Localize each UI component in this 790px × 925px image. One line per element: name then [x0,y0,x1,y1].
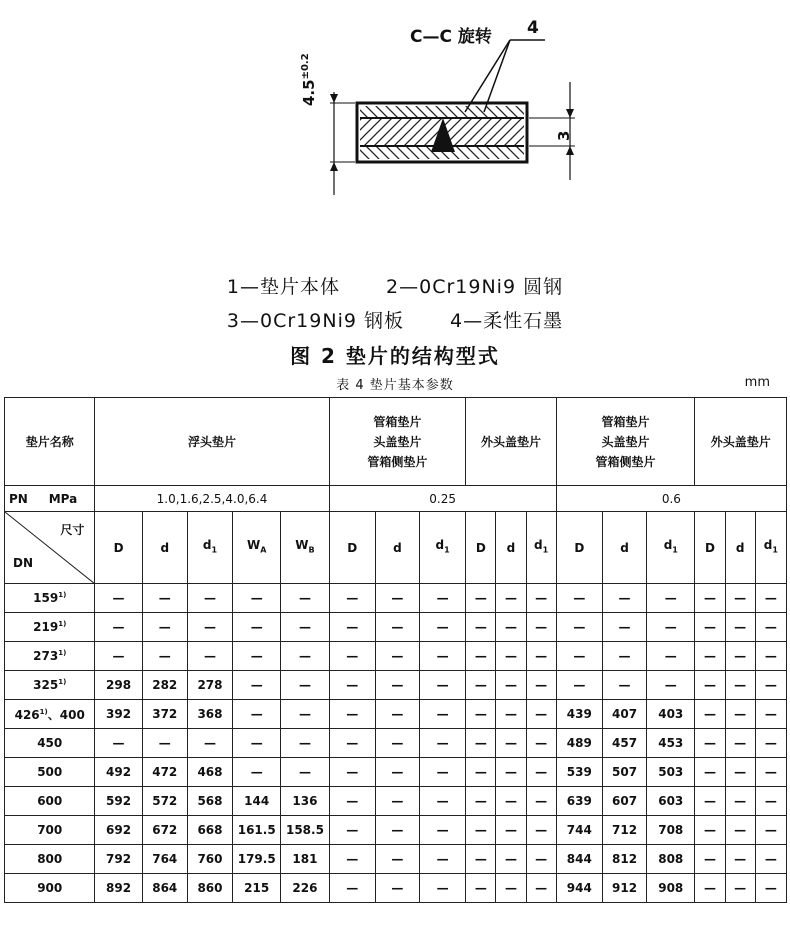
value-cell: — [725,787,755,816]
table-row [5,845,787,874]
value-cell: — [695,584,725,613]
value-cell: — [420,700,466,729]
value-cell: — [556,642,602,671]
value-cell: 215 [233,874,281,903]
dn-cell: 273$^{1)}$ [5,642,95,671]
value-cell: 282 [142,671,187,700]
value-cell: 639 [556,787,602,816]
value-cell: — [496,642,526,671]
value-cell: — [375,874,419,903]
value-cell: — [755,874,786,903]
value-cell: — [375,816,419,845]
value-cell: — [142,584,187,613]
value-cell: — [375,671,419,700]
value-cell: 181 [281,845,329,874]
value-cell: — [142,613,187,642]
value-cell: — [695,787,725,816]
col-header: d [602,512,646,584]
value-cell: — [329,671,375,700]
value-cell: — [375,584,419,613]
value-cell: — [329,613,375,642]
value-cell: — [329,758,375,787]
dn-cell: 219$^{1)}$ [5,613,95,642]
table-row [5,613,787,642]
value-cell: — [725,845,755,874]
col-header: D [466,512,496,584]
value-cell: — [602,671,646,700]
value-cell: — [233,758,281,787]
value-cell: — [187,729,232,758]
value-cell: — [496,787,526,816]
figure-caption: 图 2 垫片的结构型式 [290,344,500,368]
value-cell: — [602,584,646,613]
value-cell: — [329,874,375,903]
value-cell: — [95,584,142,613]
legend-item: 1—垫片本体 [226,276,341,298]
table-body [5,584,787,903]
value-cell: 944 [556,874,602,903]
value-cell: — [602,613,646,642]
value-cell: 844 [556,845,602,874]
value-cell: — [496,729,526,758]
value-cell: — [233,584,281,613]
table-caption: 表 4 垫片基本参数 [336,378,454,393]
legend-item: 2—0Cr19Ni9 圆钢 [386,276,564,298]
value-cell: 457 [602,729,646,758]
value-cell: 158.5 [281,816,329,845]
group-header: 浮头垫片 [95,398,329,486]
value-cell: — [695,613,725,642]
value-cell: 708 [647,816,695,845]
value-cell: 472 [142,758,187,787]
dn-cell: 900 [5,874,95,903]
value-cell: — [695,671,725,700]
value-cell: — [496,613,526,642]
value-cell: 760 [187,845,232,874]
table-row [5,671,787,700]
value-cell: — [725,642,755,671]
value-cell: — [695,700,725,729]
value-cell: — [420,729,466,758]
core-dimension: 3 [555,130,573,141]
col-header: D [695,512,725,584]
value-cell: — [375,700,419,729]
value-cell: — [329,700,375,729]
pn-value: 0.6 [556,486,786,512]
value-cell: 908 [647,874,695,903]
group-header: 管箱垫片 头盖垫片 管箱侧垫片 [329,398,466,486]
column-header-row [5,512,787,584]
value-cell: 503 [647,758,695,787]
pn-value: 1.0,1.6,2.5,4.0,6.4 [95,486,329,512]
value-cell: — [329,584,375,613]
unit-label: mm [744,375,770,390]
value-cell: 144 [233,787,281,816]
col-header: $W_A$ [233,512,281,584]
value-cell: 864 [142,874,187,903]
value-cell: — [466,816,496,845]
value-cell: — [95,729,142,758]
gasket-cross-section-drawing [0,0,790,250]
value-cell: 161.5 [233,816,281,845]
value-cell: 368 [187,700,232,729]
value-cell: — [375,758,419,787]
value-cell: 603 [647,787,695,816]
value-cell: — [233,700,281,729]
value-cell: 298 [95,671,142,700]
dn-cell: 800 [5,845,95,874]
value-cell: — [466,787,496,816]
value-cell: — [187,584,232,613]
value-cell: 712 [602,816,646,845]
value-cell: — [420,874,466,903]
value-cell: — [725,729,755,758]
value-cell: — [466,613,496,642]
value-cell: — [233,642,281,671]
value-cell: — [466,642,496,671]
value-cell: 592 [95,787,142,816]
value-cell: — [496,584,526,613]
value-cell: 179.5 [233,845,281,874]
table-row [5,758,787,787]
value-cell: 860 [187,874,232,903]
value-cell: — [695,642,725,671]
value-cell: 792 [95,845,142,874]
value-cell: — [420,816,466,845]
value-cell: — [466,758,496,787]
value-cell: 489 [556,729,602,758]
value-cell: — [526,613,556,642]
value-cell: — [556,584,602,613]
value-cell: — [526,642,556,671]
value-cell: 439 [556,700,602,729]
value-cell: — [496,700,526,729]
value-cell: — [556,613,602,642]
pn-value: 0.25 [329,486,556,512]
table-row [5,787,787,816]
value-cell: — [526,700,556,729]
value-cell: — [281,758,329,787]
value-cell: — [496,758,526,787]
value-cell: — [695,758,725,787]
value-cell: — [281,613,329,642]
value-cell: — [466,671,496,700]
col-header: $d_1$ [420,512,466,584]
value-cell: — [420,845,466,874]
value-cell: — [755,845,786,874]
col-header: $d_1$ [526,512,556,584]
value-cell: — [755,642,786,671]
value-cell: — [233,729,281,758]
value-cell: 453 [647,729,695,758]
value-cell: 136 [281,787,329,816]
value-cell: — [466,845,496,874]
value-cell: — [95,642,142,671]
value-cell: — [725,816,755,845]
value-cell: — [755,671,786,700]
value-cell: — [526,845,556,874]
value-cell: — [187,613,232,642]
col-header: $d_1$ [755,512,786,584]
value-cell: 468 [187,758,232,787]
value-cell: 808 [647,845,695,874]
col-header: d [142,512,187,584]
value-cell: — [420,584,466,613]
dn-cell: 450 [5,729,95,758]
value-cell: — [466,700,496,729]
value-cell: — [142,642,187,671]
value-cell: 507 [602,758,646,787]
value-cell: — [725,758,755,787]
value-cell: — [496,671,526,700]
value-cell: — [281,584,329,613]
value-cell: 692 [95,816,142,845]
value-cell: — [526,584,556,613]
col-header: d [725,512,755,584]
value-cell: — [755,584,786,613]
thickness-dimension: $4.5^{\pm 0.2}$ [300,53,318,106]
value-cell: — [142,729,187,758]
value-cell: 407 [602,700,646,729]
value-cell: — [496,874,526,903]
value-cell: — [496,845,526,874]
size-dn-header [5,512,95,584]
value-cell: — [755,700,786,729]
dn-cell: 600 [5,787,95,816]
value-cell: — [420,787,466,816]
name-header: 垫片名称 [5,398,95,486]
value-cell: — [281,729,329,758]
value-cell: — [695,845,725,874]
value-cell: 392 [95,700,142,729]
legend-line-1 [0,272,790,299]
value-cell: — [647,642,695,671]
value-cell: — [329,642,375,671]
value-cell: — [281,642,329,671]
value-cell: — [420,758,466,787]
value-cell: — [526,758,556,787]
value-cell: 572 [142,787,187,816]
legend-item: 4—柔性石墨 [449,310,564,332]
value-cell: — [695,816,725,845]
value-cell: 672 [142,816,187,845]
value-cell: — [329,845,375,874]
gasket-section-figure [0,0,790,250]
value-cell: — [329,787,375,816]
value-cell: 668 [187,816,232,845]
value-cell: — [647,671,695,700]
value-cell: 912 [602,874,646,903]
table-row [5,816,787,845]
value-cell: — [526,787,556,816]
dn-cell: 325$^{1)}$ [5,671,95,700]
dn-cell: 500 [5,758,95,787]
value-cell: — [187,642,232,671]
value-cell: — [281,671,329,700]
value-cell: 607 [602,787,646,816]
value-cell: — [725,700,755,729]
value-cell: — [755,816,786,845]
value-cell: — [725,584,755,613]
value-cell: — [725,874,755,903]
value-cell: — [233,671,281,700]
group-header: 外头盖垫片 [466,398,556,486]
value-cell: — [375,613,419,642]
value-cell: — [329,729,375,758]
value-cell: — [375,729,419,758]
group-header: 管箱垫片 头盖垫片 管箱侧垫片 [556,398,695,486]
value-cell: 492 [95,758,142,787]
value-cell: — [233,613,281,642]
value-cell: — [329,816,375,845]
value-cell: — [526,874,556,903]
value-cell: — [466,729,496,758]
value-cell: — [281,700,329,729]
table-row [5,642,787,671]
col-header: $W_B$ [281,512,329,584]
value-cell: — [755,758,786,787]
value-cell: — [95,613,142,642]
value-cell: — [375,845,419,874]
value-cell: — [420,642,466,671]
value-cell: 812 [602,845,646,874]
col-header: d [375,512,419,584]
callout-number: 4 [527,18,539,38]
col-header: D [556,512,602,584]
value-cell: — [755,729,786,758]
value-cell: 892 [95,874,142,903]
value-cell: — [466,874,496,903]
legend-item: 3—0Cr19Ni9 钢板 [226,310,404,332]
col-header: $d_1$ [187,512,232,584]
value-cell: 744 [556,816,602,845]
col-header: D [329,512,375,584]
value-cell: — [526,671,556,700]
size-label: 尺寸 [60,523,85,537]
value-cell: — [602,642,646,671]
section-label: C—C 旋转 [410,27,492,47]
value-cell: — [755,787,786,816]
value-cell: 372 [142,700,187,729]
pn-header: PN MPa [5,486,95,512]
table-row [5,874,787,903]
value-cell: — [526,816,556,845]
value-cell: — [725,613,755,642]
value-cell: — [725,671,755,700]
value-cell: — [647,613,695,642]
table-row [5,729,787,758]
dn-label: DN [13,556,34,570]
value-cell: — [647,584,695,613]
table-row [5,700,787,729]
value-cell: — [420,671,466,700]
value-cell: — [755,613,786,642]
value-cell: 403 [647,700,695,729]
dn-cell: 700 [5,816,95,845]
dn-cell: 159$^{1)}$ [5,584,95,613]
table-row [5,584,787,613]
col-header: D [95,512,142,584]
group-header: 外头盖垫片 [695,398,787,486]
value-cell: 539 [556,758,602,787]
col-header: d [496,512,526,584]
col-header: $d_1$ [647,512,695,584]
value-cell: 226 [281,874,329,903]
value-cell: — [375,642,419,671]
value-cell: — [496,816,526,845]
value-cell: — [375,787,419,816]
value-cell: — [526,729,556,758]
legend-line-2 [0,306,790,333]
value-cell: 568 [187,787,232,816]
value-cell: 764 [142,845,187,874]
value-cell: — [420,613,466,642]
value-cell: — [695,729,725,758]
dn-cell: 426$^{1)}$、400 [5,700,95,729]
value-cell: 278 [187,671,232,700]
value-cell: — [556,671,602,700]
gasket-parameter-table [4,397,787,903]
value-cell: — [466,584,496,613]
value-cell: — [695,874,725,903]
